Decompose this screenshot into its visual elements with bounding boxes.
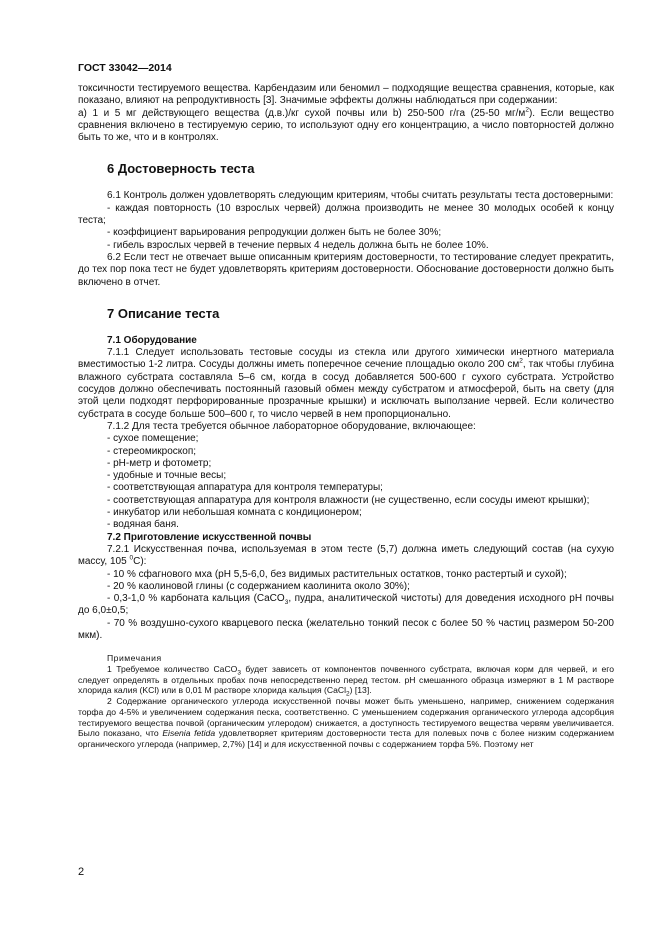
- criteria-item: - коэффициент варьирования репродукции должен быть не более 30%;: [107, 227, 442, 239]
- intro-concentrations: a) 1 и 5 мг действующего вещества (д.в.)/кг сухой почвы или b) 250-500 г/га (25-50 $мг/м^2$). Если вещество сравнения включено в тестируемую серию, то используют одну его концентрацию, а число повторностей должно быть то же, что и в контролях.: [78, 106, 614, 144]
- equipment-item: - водяная баня.: [107, 519, 179, 531]
- equipment-item: - сухое помещение;: [107, 433, 199, 445]
- note-2: 2 Содержание органического углерода искусственной почвы может быть уменьшено, например, снижением содержания торфа до 4-5% и увеличением содержания песка, соответственно. С уменьшением содержания органического углерода адсорбция тестируемого вещества почвой (органическим углеродом) снижается, а доступность тестируемого вещества червям увеличивается. Было показано, что Eisenia fetida удовлетворяет критериям достоверности теста для полевых почв с более низким содержанием органического углерода (например, 2,7%) [14] и для искусственной почвы с содержанием торфа 5%. Поэтому нет: [78, 696, 614, 749]
- document-body: [78, 83, 614, 750]
- subsection-7-1-heading: 7.1 Оборудование: [107, 334, 197, 346]
- equipment-item: - инкубатор или небольшая комната с кондиционером;: [107, 507, 362, 519]
- equipment-item: - стереомикроскоп;: [107, 445, 197, 457]
- section-7-heading: 7 Описание теста: [107, 305, 220, 321]
- equipment-item: - соответствующая аппаратура для контроля температуры;: [107, 482, 383, 494]
- page-header-standard: ГОСТ 33042—2014: [78, 62, 172, 74]
- subsection-7-2-heading: 7.2 Приготовление искусственной почвы: [107, 531, 312, 543]
- section-6-heading: 6 Достоверность теста: [107, 161, 255, 177]
- paragraph-7-2-1: 7.2.1 Искусственная почва, используемая в этом тесте (5,7) должна иметь следующий состав (на сухую массу, 105 $^0$С):: [78, 543, 614, 568]
- equipment-item: - соответствующая аппаратура для контроля влажности (не существенно, если сосуды имеют крышки);: [107, 494, 590, 506]
- composition-item: - 0,3-1,0 % карбоната кальция (CaCO$_3$, пудра, аналитической чистоты) для доведения исходного рН почвы до 6,0±0,5;: [78, 593, 614, 617]
- composition-item: - 10 % сфагнового мха (рН 5,5-6,0, без видимых растительных остатков, тонко растертый и сухой);: [107, 568, 567, 580]
- paragraph-6-2: 6.2 Если тест не отвечает выше описанным критериям достоверности, то тестирование следует прекратить, до тех пор пока тест не будет удовлетворять критериям достоверности. Обоснование достоверности должно быть включено в отчет.: [78, 251, 614, 288]
- page-number: 2: [78, 866, 85, 878]
- paragraph-7-1-2: 7.1.2 Для теста требуется обычное лабораторное оборудование, включающее:: [107, 420, 476, 432]
- paragraph-6-1: 6.1 Контроль должен удовлетворять следующим критериям, чтобы считать результаты теста достоверными:: [107, 190, 614, 202]
- composition-item: - 20 % каолиновой глины (с содержанием каолинита около 30%);: [107, 580, 410, 592]
- criteria-item: - гибель взрослых червей в течение первых 4 недель должна быть не более 10%.: [107, 239, 489, 251]
- note-1: 1 Требуемое количество CaCO$_3$ будет зависеть от компонентов почвенного субстрата, включая корм для червей, и его следует определять в отдельных пробах почв непосредственно перед тестом. рН смешанного образца измеряют в 1 М растворе хлорида калия (KCl) или в 0,01 М растворе хлорида кальция (CaCl$_2$) [13].: [78, 663, 614, 699]
- notes-title: Примечания: [107, 653, 162, 664]
- equipment-item: - удобные и точные весы;: [107, 470, 227, 482]
- intro-paragraph: токсичности тестируемого вещества. Карбендазим или беномил – подходящие вещества сравнения, которые, как показано, влияют на репродуктивность [3]. Значимые эффекты должны наблюдаться при содержании:: [78, 83, 614, 107]
- composition-item: - 70 % воздушно-сухого кварцевого песка (желательно тонкий песок с более 50 % частиц размером 50-200 мкм).: [78, 617, 614, 641]
- criteria-item: - каждая повторность (10 взрослых червей) должна производить не менее 30 молодых особей к концу теста;: [78, 202, 614, 227]
- equipment-item: - рН-метр и фотометр;: [107, 457, 212, 469]
- notes-block: [78, 653, 614, 749]
- paragraph-7-1-1: 7.1.1 Следует использовать тестовые сосуды из стекла или другого химически инертного материала вместимостью 1-2 литра. Сосуды должны иметь поперечное сечение площадью около 200 $см^2$, так чтобы глубина влажного субстрата составляла 5–6 см, когда в сосуд добавляется 500-600 г сухого субстрата. Устройство сосудов должно обеспечивать постоянный газовый обмен между субстратом и атмосферой, быть на свету (для этой цели подходят перфорированные прозрачные крышки) и исключать выползание червей. Если количество субстрата в сосуде больше 500–600 г, то число червей в нем пропорционально.: [78, 347, 614, 420]
